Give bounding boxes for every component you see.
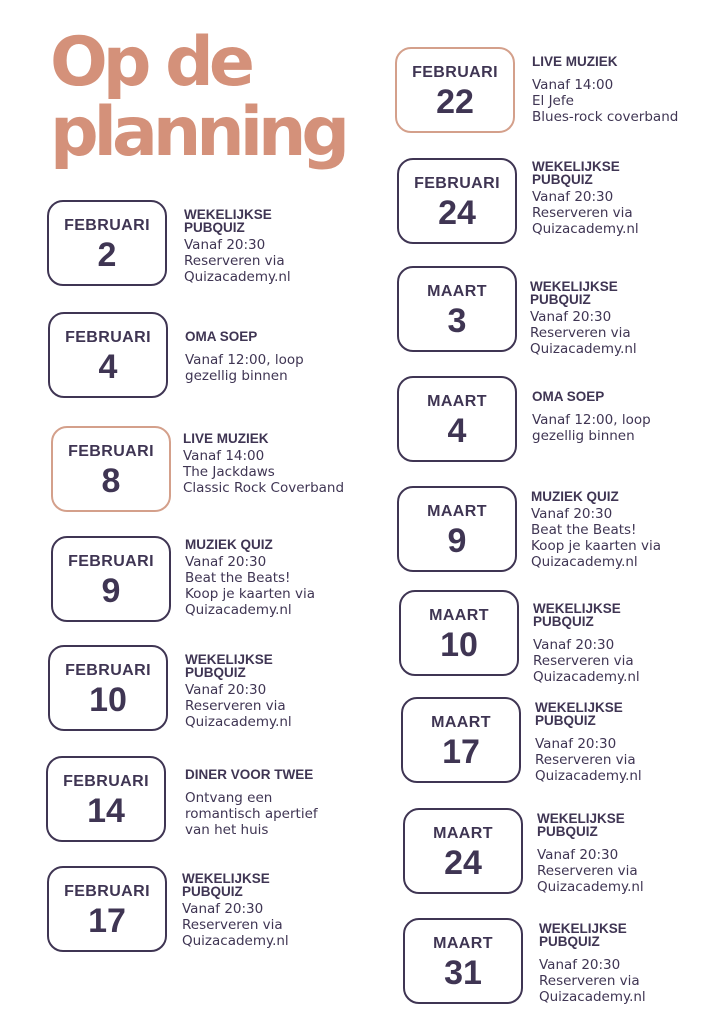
event-detail: Quizacademy.nl (537, 879, 644, 895)
date-box (399, 590, 519, 676)
event-day: 2 (97, 236, 117, 274)
page-title-line-2: planning (50, 93, 346, 172)
event-month: MAART (427, 503, 487, 520)
event-title: LIVE MUZIEK (183, 431, 269, 446)
event-month: FEBRUARI (65, 329, 151, 346)
event-detail: Vanaf 20:30 (531, 506, 613, 522)
event-info (537, 812, 717, 895)
event-detail: Reserveren via (530, 325, 631, 341)
event-detail: Vanaf 20:30 (185, 682, 267, 698)
event-detail: Vanaf 20:30 (182, 901, 264, 917)
event-month: FEBRUARI (68, 443, 154, 460)
event-month: MAART (427, 393, 487, 410)
event-detail: Quizacademy.nl (532, 221, 639, 237)
event-month: FEBRUARI (64, 883, 150, 900)
event-info (183, 432, 383, 496)
event-info (532, 390, 712, 444)
event-info (530, 280, 710, 357)
date-box (395, 47, 515, 133)
event-title: WEKELIJKSE PUBQUIZ (533, 601, 621, 629)
event-detail: Vanaf 20:30 (530, 309, 612, 325)
date-box (403, 918, 523, 1004)
event-month: FEBRUARI (64, 217, 150, 234)
event-detail: Quizacademy.nl (185, 714, 292, 730)
event-info (185, 768, 385, 838)
event-detail: Quizacademy.nl (530, 341, 637, 357)
event-info (185, 653, 385, 730)
event-info (184, 208, 384, 285)
event-detail: gezellig binnen (185, 368, 288, 384)
event-day: 8 (101, 462, 121, 500)
event-month: FEBRUARI (68, 553, 154, 570)
event-detail: Reserveren via (537, 863, 638, 879)
event-detail: Vanaf 14:00 (183, 448, 265, 464)
event-month: MAART (433, 935, 493, 952)
event-detail: Reserveren via (533, 653, 634, 669)
event-detail: Vanaf 14:00 (532, 77, 614, 93)
event-detail: Vanaf 20:30 (185, 554, 267, 570)
event-detail: Ontvang een (185, 790, 273, 806)
event-detail: Vanaf 12:00, loop (185, 352, 304, 368)
page-title-line-1: Op de (50, 23, 250, 102)
event-day: 10 (440, 626, 478, 664)
date-box (51, 536, 171, 622)
event-day: 24 (444, 844, 482, 882)
date-box (46, 756, 166, 842)
event-day: 14 (87, 792, 125, 830)
event-detail: The Jackdaws (183, 464, 275, 480)
event-title: WEKELIJKSE PUBQUIZ (185, 652, 273, 680)
event-title: MUZIEK QUIZ (531, 489, 619, 504)
event-day: 22 (436, 83, 474, 121)
event-title: OMA SOEP (185, 329, 258, 344)
event-detail: Vanaf 20:30 (532, 189, 614, 205)
event-month: FEBRUARI (65, 662, 151, 679)
event-detail: Koop je kaarten via (185, 586, 316, 602)
page-title (50, 23, 346, 172)
event-info (535, 701, 715, 784)
date-box (401, 697, 521, 783)
event-detail: Vanaf 20:30 (537, 847, 619, 863)
event-detail: Quizacademy.nl (533, 669, 640, 685)
event-detail: van het huis (185, 822, 269, 838)
date-box (403, 808, 523, 894)
event-info (539, 922, 719, 1005)
event-month: MAART (427, 283, 487, 300)
event-title: WEKELIJKSE PUBQUIZ (184, 207, 272, 235)
event-detail: Quizacademy.nl (184, 269, 291, 285)
event-detail: Quizacademy.nl (182, 933, 289, 949)
event-detail: Beat the Beats! (531, 522, 637, 538)
event-info (532, 160, 712, 237)
event-month: FEBRUARI (414, 175, 500, 192)
event-detail: Vanaf 12:00, loop (532, 412, 651, 428)
event-info (182, 872, 382, 949)
event-detail: Reserveren via (539, 973, 640, 989)
event-month: FEBRUARI (412, 64, 498, 81)
event-info (533, 602, 713, 685)
date-box (397, 266, 517, 352)
event-day: 4 (447, 412, 467, 450)
event-detail: gezellig binnen (532, 428, 635, 444)
event-detail: Reserveren via (182, 917, 283, 933)
event-detail: Quizacademy.nl (539, 989, 646, 1005)
event-title: WEKELIJKSE PUBQUIZ (532, 159, 620, 187)
date-box (51, 426, 171, 512)
event-detail: Quizacademy.nl (185, 602, 292, 618)
event-title: WEKELIJKSE PUBQUIZ (530, 279, 618, 307)
event-day: 31 (444, 954, 482, 992)
event-detail: Vanaf 20:30 (535, 736, 617, 752)
event-day: 10 (89, 681, 127, 719)
date-box (397, 158, 517, 244)
event-detail: Vanaf 20:30 (539, 957, 621, 973)
event-month: MAART (429, 607, 489, 624)
event-detail: Reserveren via (535, 752, 636, 768)
event-month: MAART (433, 825, 493, 842)
date-box (397, 486, 517, 572)
event-day: 17 (442, 733, 480, 771)
event-title: WEKELIJKSE PUBQUIZ (535, 700, 623, 728)
event-detail: Vanaf 20:30 (184, 237, 266, 253)
event-detail: Reserveren via (532, 205, 633, 221)
event-title: WEKELIJKSE PUBQUIZ (537, 811, 625, 839)
event-title: LIVE MUZIEK (532, 54, 618, 69)
event-detail: romantisch apertief (185, 806, 318, 822)
date-box (48, 312, 168, 398)
event-title: OMA SOEP (532, 389, 605, 404)
event-day: 17 (88, 902, 126, 940)
event-info (531, 490, 711, 570)
event-info (185, 538, 385, 618)
event-detail: Reserveren via (185, 698, 286, 714)
event-info (185, 330, 385, 384)
event-detail: Reserveren via (184, 253, 285, 269)
event-day: 9 (101, 572, 121, 610)
event-month: MAART (431, 714, 491, 731)
event-detail: Classic Rock Coverband (183, 480, 345, 496)
event-detail: Vanaf 20:30 (533, 637, 615, 653)
event-detail: Blues-rock coverband (532, 109, 679, 125)
event-detail: Quizacademy.nl (535, 768, 642, 784)
date-box (48, 645, 168, 731)
date-box (47, 866, 167, 952)
date-box (397, 376, 517, 462)
event-title: MUZIEK QUIZ (185, 537, 273, 552)
event-day: 4 (98, 348, 118, 386)
event-day: 9 (447, 522, 467, 560)
event-detail: Quizacademy.nl (531, 554, 638, 570)
event-title: WEKELIJKSE PUBQUIZ (539, 921, 627, 949)
event-info (532, 55, 712, 125)
event-month: FEBRUARI (63, 773, 149, 790)
event-title: DINER VOOR TWEE (185, 767, 314, 782)
event-detail: Beat the Beats! (185, 570, 291, 586)
event-day: 3 (447, 302, 467, 340)
event-title: WEKELIJKSE PUBQUIZ (182, 871, 270, 899)
date-box (47, 200, 167, 286)
event-detail: Koop je kaarten via (531, 538, 662, 554)
event-day: 24 (438, 194, 476, 232)
event-detail: El Jefe (532, 93, 574, 109)
